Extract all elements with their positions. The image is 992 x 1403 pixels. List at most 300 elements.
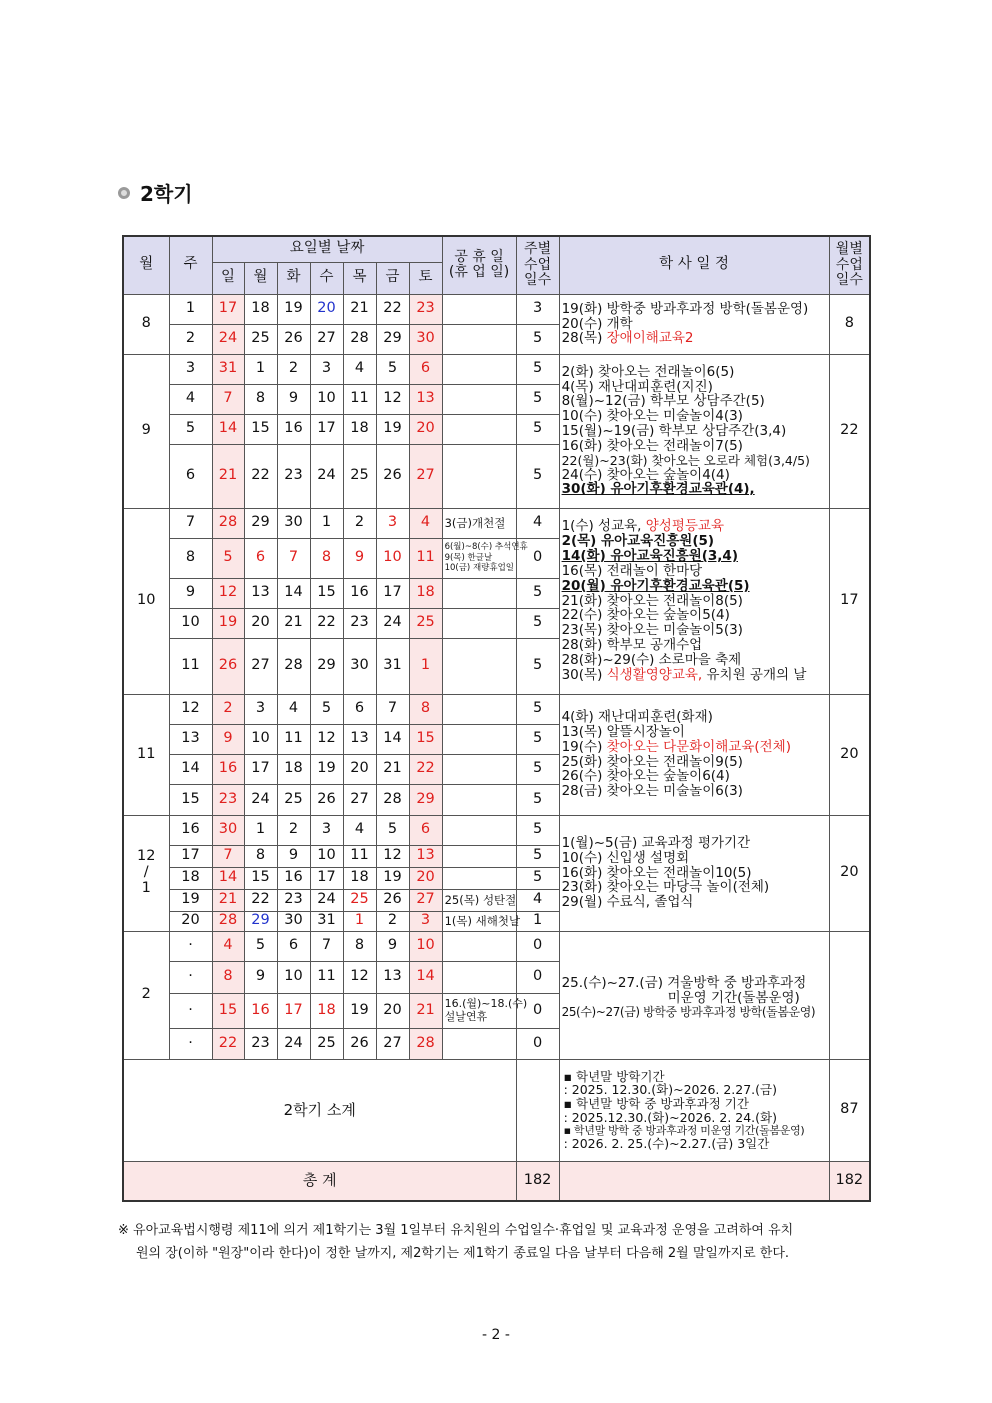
date-cell: 17: [310, 414, 343, 444]
week-cell: 19: [169, 889, 212, 911]
date-cell: 10: [409, 931, 442, 961]
date-cell: 9: [277, 845, 310, 867]
date-cell: 4: [212, 931, 244, 961]
header-dates-by-day: 요일별 날짜: [212, 236, 442, 262]
date-cell: 12: [343, 961, 376, 993]
date-cell: 19: [310, 754, 343, 784]
monthly-total-cell: [829, 931, 870, 1059]
week-cell: ·: [169, 931, 212, 961]
date-cell: 6: [409, 815, 442, 845]
date-cell: 15: [310, 578, 343, 608]
event-item: 19(화) 방학중 방과후과정 방학(돌봄운영): [561, 300, 809, 317]
date-cell: 15: [409, 724, 442, 754]
week-cell: 16: [169, 815, 212, 845]
event-item: 16(화) 찾아오는 전래놀이7(5): [561, 437, 743, 454]
date-cell: 22: [376, 294, 409, 324]
date-cell: 7: [310, 931, 343, 961]
date-cell: 18: [277, 754, 310, 784]
event-item: 24(수) 찾아오는 숲놀이4(4): [561, 466, 730, 483]
date-cell: 12: [376, 384, 409, 414]
date-cell: 30: [343, 638, 376, 694]
date-cell: 2: [277, 354, 310, 384]
date-cell: 28: [212, 911, 244, 931]
header-day-sun: 일: [212, 262, 244, 294]
date-cell: 10: [310, 384, 343, 414]
date-cell: 25: [310, 1028, 343, 1059]
circle-bullet-icon: [118, 187, 130, 199]
date-cell: 17: [376, 578, 409, 608]
table-row: [123, 931, 870, 961]
date-cell: 26: [376, 889, 409, 911]
summary-item: : 2025. 12.30.(화)~2026. 2.27.(금): [563, 1082, 777, 1098]
date-cell: 8: [310, 538, 343, 578]
event-item: 30(화) 유아기후환경교육관(4),: [561, 481, 755, 498]
grand-total-row: [123, 1161, 870, 1201]
date-cell: 10: [376, 538, 409, 578]
date-cell: 13: [409, 845, 442, 867]
date-cell: 13: [376, 961, 409, 993]
date-cell: 13: [409, 384, 442, 414]
date-cell: 3: [310, 815, 343, 845]
section-title-text: 2학기: [140, 182, 193, 206]
table-row: [123, 294, 870, 324]
week-cell: 7: [169, 508, 212, 538]
event-item: 15(월)~19(금) 학부모 상담주간(3,4): [561, 423, 787, 440]
holiday-cell: [442, 724, 516, 754]
month-cell: 10: [123, 508, 169, 694]
date-cell: 16: [212, 754, 244, 784]
date-cell: 27: [409, 889, 442, 911]
date-cell: 21: [343, 294, 376, 324]
holiday-cell: [442, 694, 516, 724]
holiday-cell: [442, 414, 516, 444]
header-day-wed: 수: [310, 262, 343, 294]
week-cell: 15: [169, 784, 212, 815]
date-cell: 18: [244, 294, 277, 324]
footnote: [118, 1220, 878, 1266]
date-cell: 23: [409, 294, 442, 324]
week-cell: 8: [169, 538, 212, 578]
date-cell: 23: [343, 608, 376, 638]
date-cell: 21: [409, 993, 442, 1028]
summary-weekly-cell: [516, 1059, 559, 1161]
date-cell: 25: [244, 324, 277, 354]
table-row: [123, 508, 870, 538]
date-cell: 18: [343, 867, 376, 889]
date-cell: 4: [343, 354, 376, 384]
summary-events-cell: [559, 1059, 829, 1161]
date-cell: 14: [277, 578, 310, 608]
event-item: 16(화) 찾아오는 전래놀이10(5): [561, 864, 752, 881]
weekly-days-cell: 5: [516, 784, 559, 815]
date-cell: 6: [244, 538, 277, 578]
date-cell: 22: [244, 889, 277, 911]
page-number: - 2 -: [482, 1327, 510, 1343]
date-cell: 28: [277, 638, 310, 694]
date-cell: 6: [277, 931, 310, 961]
summary-item: ▪ 학년말 방학 중 방과후과정 미운영 기간(돌봄운영): [563, 1123, 805, 1137]
date-cell: 26: [343, 1028, 376, 1059]
week-cell: 10: [169, 608, 212, 638]
date-cell: 19: [277, 294, 310, 324]
calendar-table: [122, 235, 871, 1202]
monthly-total-cell: 20: [829, 815, 870, 931]
header-holiday: 공 휴 일 (휴 업 일): [442, 236, 516, 294]
date-cell: 16: [277, 867, 310, 889]
event-item: 26(수) 찾아오는 숲놀이6(4): [561, 768, 730, 785]
date-cell: 28: [212, 508, 244, 538]
date-cell: 21: [277, 608, 310, 638]
date-cell: 30: [277, 911, 310, 931]
event-item: 10(수) 신입생 설명회: [561, 849, 690, 866]
date-cell: 14: [409, 961, 442, 993]
date-cell: 4: [343, 815, 376, 845]
event-item: 23(목) 찾아오는 미술놀이5(3): [561, 622, 743, 639]
events-cell: [559, 694, 829, 815]
date-cell: 30: [409, 324, 442, 354]
event-item: 20(월) 유아기후환경교육관(5): [561, 577, 750, 594]
weekly-days-cell: 5: [516, 694, 559, 724]
date-cell: 9: [277, 384, 310, 414]
date-cell: 2: [212, 694, 244, 724]
monthly-total-cell: 8: [829, 294, 870, 354]
date-cell: 20: [244, 608, 277, 638]
date-cell: 29: [310, 638, 343, 694]
weekly-days-cell: 5: [516, 815, 559, 845]
weekly-days-cell: 5: [516, 578, 559, 608]
date-cell: 11: [277, 724, 310, 754]
events-cell: [559, 354, 829, 508]
date-cell: 12: [376, 845, 409, 867]
date-cell: 26: [310, 784, 343, 815]
date-cell: 31: [212, 354, 244, 384]
date-cell: 3: [310, 354, 343, 384]
events-cell: [559, 508, 829, 694]
event-item: 8(월)~12(금) 학부모 상담주간(5): [561, 393, 765, 410]
date-cell: 24: [244, 784, 277, 815]
date-cell: 18: [409, 578, 442, 608]
event-item: 21(화) 찾아오는 전래놀이8(5): [561, 592, 743, 609]
week-cell: ·: [169, 993, 212, 1028]
date-cell: 26: [376, 444, 409, 508]
holiday-cell: [442, 931, 516, 961]
week-cell: ·: [169, 961, 212, 993]
date-cell: 27: [310, 324, 343, 354]
date-cell: 20: [376, 993, 409, 1028]
weekly-days-cell: 4: [516, 508, 559, 538]
weekly-days-cell: 0: [516, 1028, 559, 1059]
date-cell: 21: [212, 889, 244, 911]
event-item: 미운영 기간(돌봄운영): [667, 989, 800, 1006]
date-cell: 6: [343, 694, 376, 724]
date-cell: 16: [277, 414, 310, 444]
header-day-fri: 금: [376, 262, 409, 294]
date-cell: 18: [343, 414, 376, 444]
weekly-days-cell: 4: [516, 889, 559, 911]
date-cell: 21: [212, 444, 244, 508]
event-item: 20(수) 개학: [561, 315, 633, 332]
holiday-cell: 1(목) 새해첫날: [442, 911, 516, 931]
summary-label: 2학기 소계: [123, 1059, 516, 1161]
event-item: 22(수) 찾아오는 숲놀이5(4): [561, 607, 730, 624]
date-cell: 12: [212, 578, 244, 608]
table-row: [123, 354, 870, 384]
footnote-line: ※ 유아교육법시행령 제11에 의거 제1학기는 3월 1일부터 유치원의 수업일수·휴업일 및 교육과정 운영을 고려하여 유치: [118, 1223, 794, 1238]
month-cell: 2: [123, 931, 169, 1059]
holiday-cell: [442, 867, 516, 889]
grand-total-days: 182: [516, 1161, 559, 1201]
week-cell: 9: [169, 578, 212, 608]
event-item: 29(월) 수료식, 졸업식: [561, 894, 694, 911]
date-cell: 15: [244, 867, 277, 889]
holiday-cell: [442, 384, 516, 414]
section-title: [118, 178, 193, 207]
date-cell: 2: [376, 911, 409, 931]
header-day-tue: 화: [277, 262, 310, 294]
date-cell: 24: [212, 324, 244, 354]
date-cell: 8: [343, 931, 376, 961]
date-cell: 12: [310, 724, 343, 754]
weekly-days-cell: 5: [516, 638, 559, 694]
event-item: 2(목) 유아교육진흥원(5): [561, 533, 715, 550]
date-cell: 28: [376, 784, 409, 815]
date-cell: 19: [376, 414, 409, 444]
week-cell: 20: [169, 911, 212, 931]
summary-item: : 2025.12.30.(화)~2026. 2. 24.(화): [563, 1109, 777, 1125]
date-cell: 23: [212, 784, 244, 815]
date-cell: 5: [244, 931, 277, 961]
week-cell: 11: [169, 638, 212, 694]
holiday-cell: [442, 845, 516, 867]
date-cell: 13: [244, 578, 277, 608]
date-cell: 31: [376, 638, 409, 694]
holiday-cell: [442, 444, 516, 508]
date-cell: 7: [212, 384, 244, 414]
week-cell: 12: [169, 694, 212, 724]
month-cell: 8: [123, 294, 169, 354]
date-cell: 3: [376, 508, 409, 538]
header-month: 월: [123, 236, 169, 294]
header-schedule: 학 사 일 정: [559, 236, 829, 294]
summary-total-cell: 87: [829, 1059, 870, 1161]
date-cell: 18: [310, 993, 343, 1028]
date-cell: 14: [376, 724, 409, 754]
event-item: 25(수)~27(금) 방학중 방과후과정 방학(돌봄운영): [561, 1004, 816, 1019]
month-cell: 9: [123, 354, 169, 508]
holiday-cell: [442, 961, 516, 993]
date-cell: 22: [212, 1028, 244, 1059]
weekly-days-cell: 3: [516, 294, 559, 324]
date-cell: 29: [376, 324, 409, 354]
date-cell: 20: [409, 414, 442, 444]
grand-total-monthly: 182: [829, 1161, 870, 1201]
date-cell: 22: [409, 754, 442, 784]
weekly-days-cell: 0: [516, 931, 559, 961]
header-monthly-days: 월별 수업 일수: [829, 236, 870, 294]
event-item: 4(목) 재난대피훈련(지진): [561, 378, 713, 395]
grand-total-label: 총 계: [123, 1161, 516, 1201]
date-cell: 3: [409, 911, 442, 931]
table-row: [123, 694, 870, 724]
event-item: 1(월)~5(금) 교육과정 평가기간: [561, 834, 751, 851]
date-cell: 22: [244, 444, 277, 508]
event-item: 25(화) 찾아오는 전래놀이9(5): [561, 753, 743, 770]
event-item: 10(수) 찾아오는 미술놀이4(3): [561, 408, 743, 425]
header-weekly-days: 주별 수업 일수: [516, 236, 559, 294]
weekly-days-cell: 5: [516, 414, 559, 444]
holiday-cell: [442, 1028, 516, 1059]
date-cell: 5: [310, 694, 343, 724]
event-item: 16(목) 전래놀이 한마당: [561, 562, 703, 579]
date-cell: 23: [277, 444, 310, 508]
holiday-cell: [442, 815, 516, 845]
date-cell: 8: [244, 845, 277, 867]
date-cell: 13: [343, 724, 376, 754]
date-cell: 29: [244, 508, 277, 538]
holiday-cell: [442, 754, 516, 784]
date-cell: 19: [212, 608, 244, 638]
date-cell: 17: [310, 867, 343, 889]
date-cell: 15: [244, 414, 277, 444]
week-cell: 17: [169, 845, 212, 867]
weekly-days-cell: 5: [516, 608, 559, 638]
date-cell: 26: [277, 324, 310, 354]
event-item: 22(월)~23(화) 찾아오는 오로라 체험(3,4/5): [561, 452, 810, 468]
date-cell: 28: [409, 1028, 442, 1059]
weekly-days-cell: 5: [516, 354, 559, 384]
events-cell: [559, 931, 829, 1059]
week-cell: 13: [169, 724, 212, 754]
summary-row: [123, 1059, 870, 1161]
date-cell: 19: [376, 867, 409, 889]
holiday-cell: [442, 784, 516, 815]
date-cell: 27: [244, 638, 277, 694]
weekly-days-cell: 5: [516, 754, 559, 784]
event-item: 2(화) 찾아오는 전래놀이6(5): [561, 363, 735, 380]
date-cell: 24: [310, 889, 343, 911]
date-cell: 7: [376, 694, 409, 724]
date-cell: 17: [277, 993, 310, 1028]
header-day-sat: 토: [409, 262, 442, 294]
date-cell: 25: [343, 889, 376, 911]
holiday-cell: 6(월)~8(수) 추석연휴 9(목) 한글날 10(금) 재량휴업일: [442, 538, 516, 578]
date-cell: 27: [343, 784, 376, 815]
month-cell: 11: [123, 694, 169, 815]
event-item: 25.(수)~27.(금) 겨울방학 중 방과후과정: [561, 975, 807, 992]
date-cell: 4: [409, 508, 442, 538]
date-cell: 1: [409, 638, 442, 694]
header-day-mon: 월: [244, 262, 277, 294]
week-cell: 6: [169, 444, 212, 508]
weekly-days-cell: 0: [516, 961, 559, 993]
event-item: 28(화)~29(수) 소로마을 축제: [561, 651, 742, 668]
holiday-cell: [442, 354, 516, 384]
holiday-cell: 16.(월)~18.(수) 설날연휴: [442, 993, 516, 1028]
holiday-cell: 3(금)개천절: [442, 508, 516, 538]
date-cell: 10: [244, 724, 277, 754]
event-item: 19(수) 찾아오는 다문화이해교육(전체): [561, 738, 791, 755]
date-cell: 16: [244, 993, 277, 1028]
event-item: 4(화) 재난대피훈련(화재): [561, 708, 713, 725]
date-cell: 27: [409, 444, 442, 508]
date-cell: 28: [343, 324, 376, 354]
weekly-days-cell: 0: [516, 538, 559, 578]
week-cell: 18: [169, 867, 212, 889]
date-cell: 25: [277, 784, 310, 815]
summary-item: ▪ 학년말 방학기간: [563, 1068, 665, 1084]
date-cell: 3: [244, 694, 277, 724]
header-week: 주: [169, 236, 212, 294]
event-item: 23(화) 찾아오는 마당극 놀이(전체): [561, 879, 770, 896]
date-cell: 30: [212, 815, 244, 845]
header-day-thu: 목: [343, 262, 376, 294]
date-cell: 1: [244, 354, 277, 384]
date-cell: 9: [343, 538, 376, 578]
date-cell: 29: [244, 911, 277, 931]
date-cell: 16: [343, 578, 376, 608]
date-cell: 11: [409, 538, 442, 578]
table-row: [123, 815, 870, 845]
grand-total-empty: [559, 1161, 829, 1201]
date-cell: 11: [343, 845, 376, 867]
weekly-days-cell: 5: [516, 724, 559, 754]
week-cell: ·: [169, 1028, 212, 1059]
date-cell: 24: [310, 444, 343, 508]
date-cell: 9: [244, 961, 277, 993]
date-cell: 8: [409, 694, 442, 724]
footnote-line: 원의 장(이하 "원장"이라 한다)이 정한 날까지, 제2학기는 제1학기 종료일 다음 날부터 다음해 2월 말일까지로 한다.: [136, 1245, 790, 1261]
event-item: 28(화) 학부모 공개수업: [561, 637, 703, 654]
holiday-cell: [442, 638, 516, 694]
date-cell: 4: [277, 694, 310, 724]
date-cell: 7: [277, 538, 310, 578]
date-cell: 23: [277, 889, 310, 911]
date-cell: 19: [343, 993, 376, 1028]
holiday-cell: [442, 608, 516, 638]
event-item: 14(화) 유아교육진흥원(3,4): [561, 548, 738, 565]
weekly-days-cell: 0: [516, 993, 559, 1028]
monthly-total-cell: 22: [829, 354, 870, 508]
date-cell: 5: [376, 815, 409, 845]
summary-item: ▪ 학년말 방학 중 방과후과정 기간: [563, 1096, 749, 1112]
weekly-days-cell: 5: [516, 444, 559, 508]
weekly-days-cell: 5: [516, 867, 559, 889]
weekly-days-cell: 5: [516, 324, 559, 354]
event-item: 13(목) 알뜰시장놀이: [561, 723, 685, 740]
week-cell: 4: [169, 384, 212, 414]
date-cell: 29: [409, 784, 442, 815]
holiday-cell: [442, 294, 516, 324]
weekly-days-cell: 1: [516, 911, 559, 931]
event-item: 28(목) 장애이해교육2: [561, 330, 694, 347]
events-cell: [559, 815, 829, 931]
summary-item: : 2026. 2. 25.(수)~2.27.(금) 3일간: [563, 1135, 770, 1151]
date-cell: 2: [343, 508, 376, 538]
date-cell: 24: [376, 608, 409, 638]
holiday-cell: [442, 578, 516, 608]
date-cell: 20: [343, 754, 376, 784]
date-cell: 10: [277, 961, 310, 993]
date-cell: 1: [310, 508, 343, 538]
date-cell: 25: [409, 608, 442, 638]
date-cell: 9: [376, 931, 409, 961]
event-item: 30(목) 식생활영양교육, 유치원 공개의 날: [561, 666, 807, 683]
date-cell: 10: [310, 845, 343, 867]
date-cell: 20: [310, 294, 343, 324]
week-cell: 5: [169, 414, 212, 444]
date-cell: 1: [244, 815, 277, 845]
weekly-days-cell: 5: [516, 384, 559, 414]
